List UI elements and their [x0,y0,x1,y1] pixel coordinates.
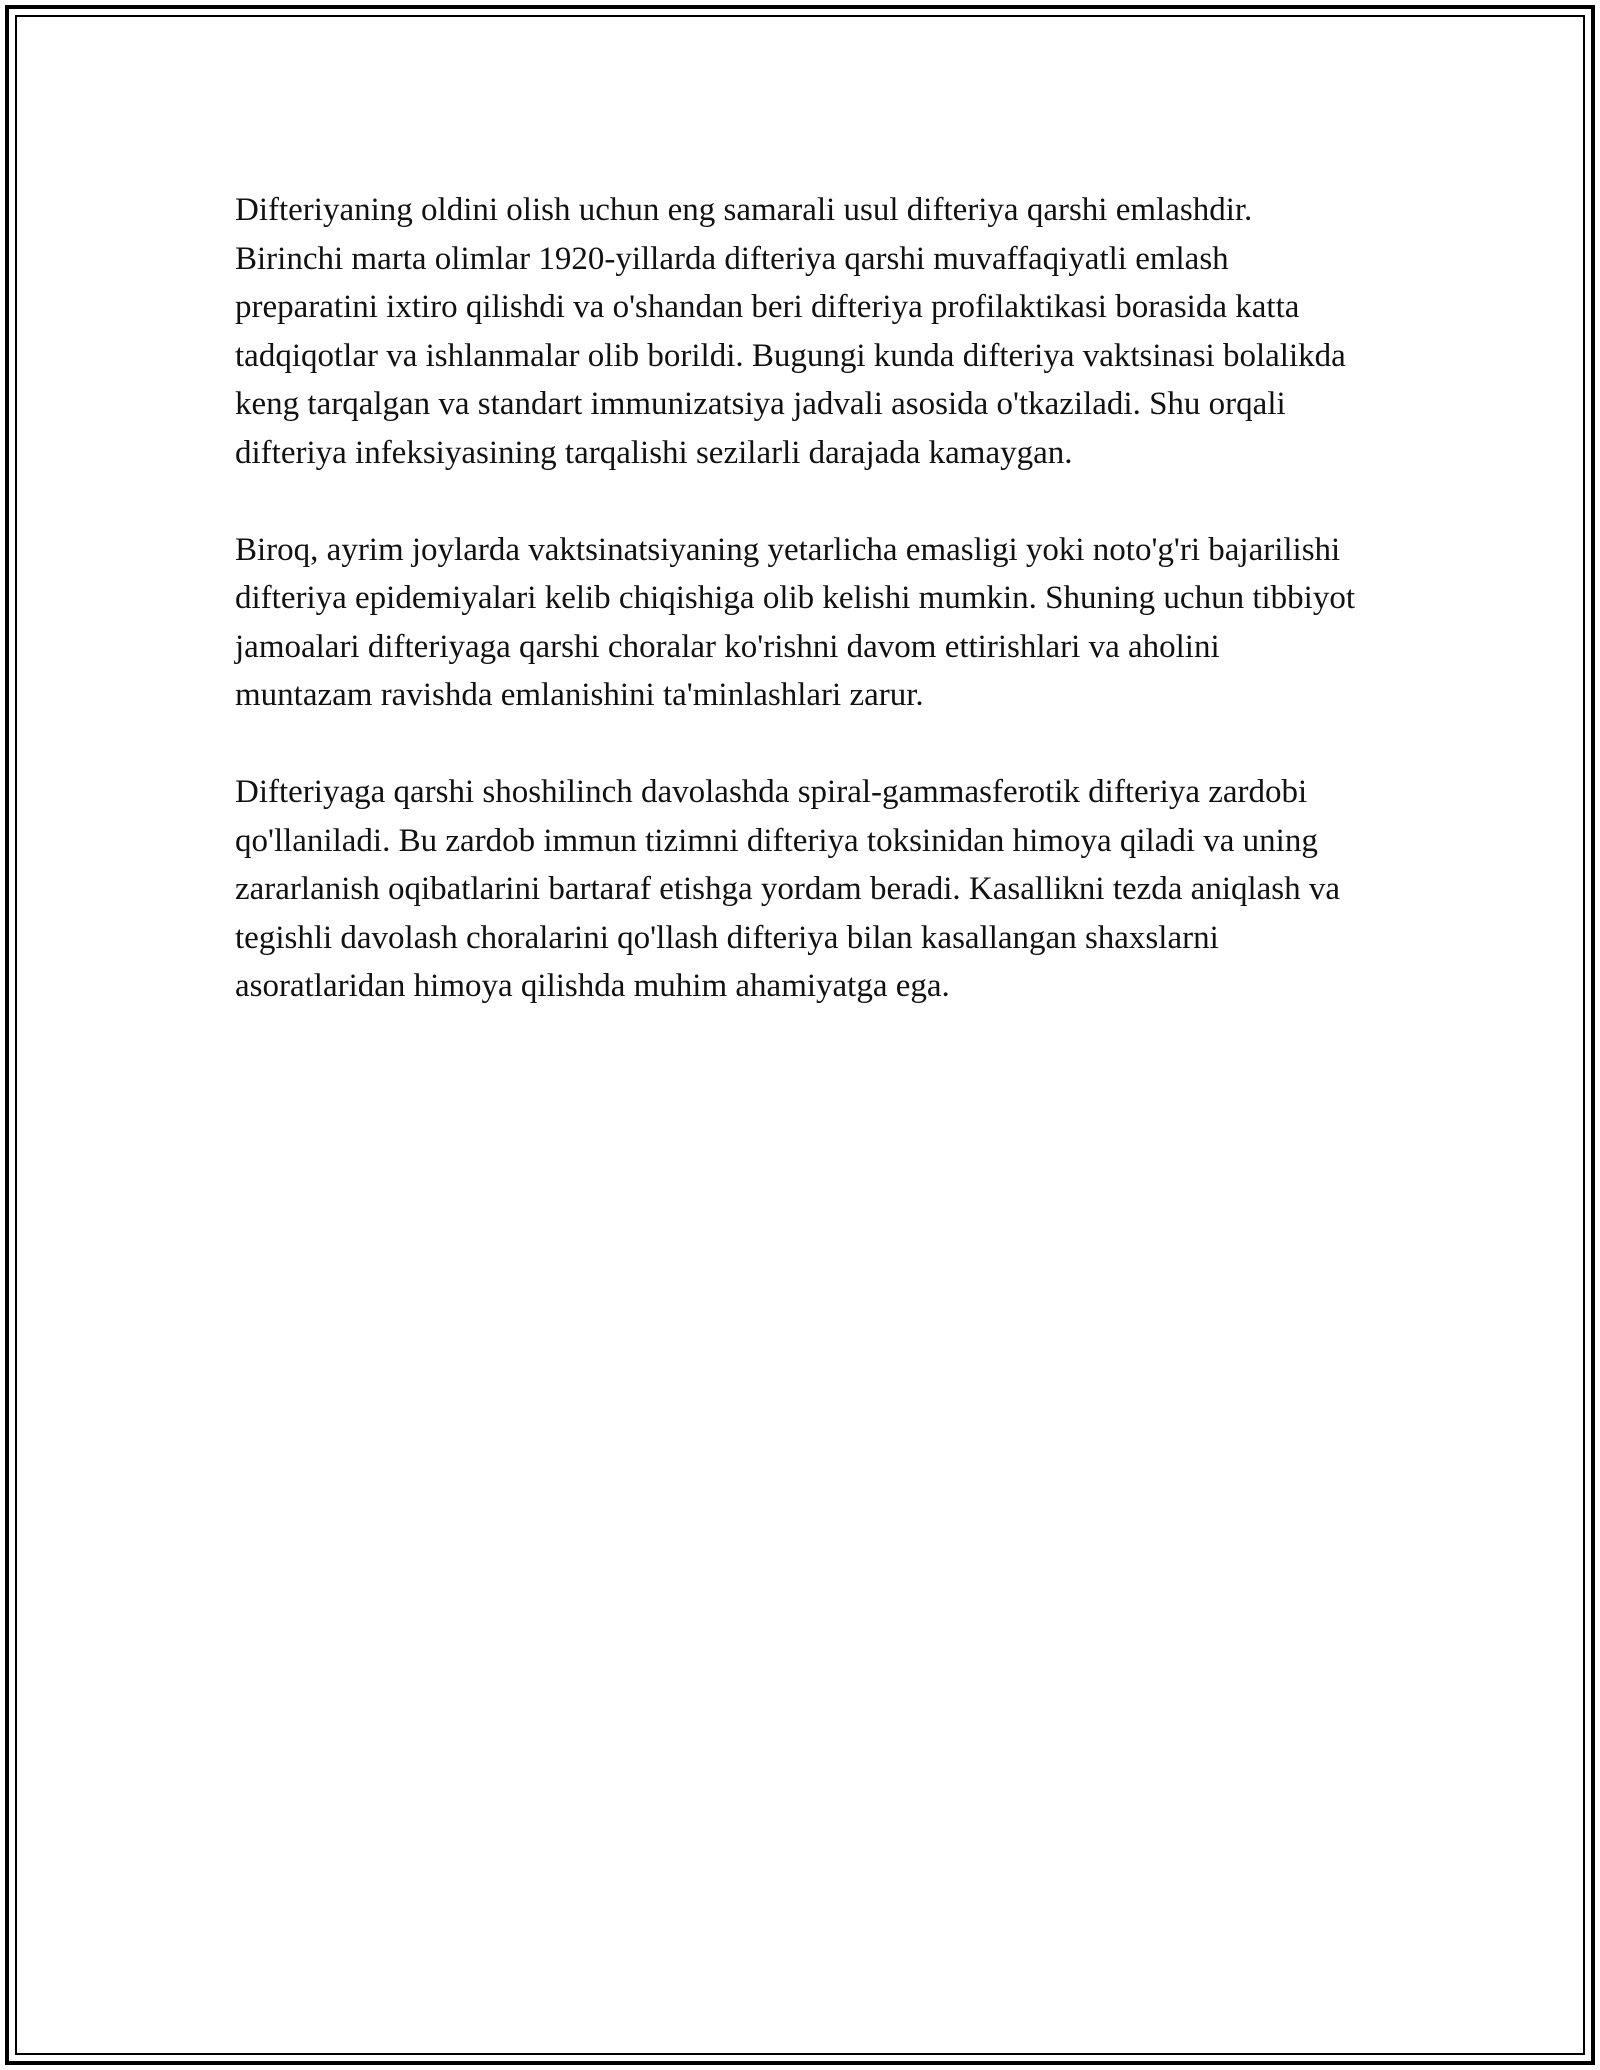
paragraph-epidemic-risk: Biroq, ayrim joylarda vaktsinatsiyaning yetarlicha emasligi yoki noto'g'ri bajarilishi difteriya epidemiyalari kelib chiqishiga olib kelishi mumkin. Shuning uchun tibbiyot jamoalari difteriyaga qarshi choralar ko'rishni davom ettirishlari va aholini muntazam ravishda emlanishini ta'minlashlari zarur. [235,531,1356,713]
paragraph-vaccination: Difteriyaning oldini olish uchun eng samarali usul difteriya qarshi emlashdir. Birinchi marta olimlar 1920-yillarda difteriya qarshi muvaffaqiyatli emlash preparatini ixtiro qilishdi va o'shandan beri difteriya profilaktikasi borasida katta tadqiqotlar va ishlanmalar olib borildi. Bugungi kunda difteriya vaktsinasi bolalikda keng tarqalgan va standart immunizatsiya jadvali asosida o'tkaziladi. Shu orqali difteriya infeksiyasining tarqalishi sezilarli darajada kamaygan. [235,192,1346,471]
document-body [235,186,1365,1059]
paragraph-treatment: Difteriyaga qarshi shoshilinch davolashda spiral-gammasferotik difteriya zardobi qo'llaniladi. Bu zardob immun tizimni difteriya toksinidan himoya qiladi va uning zararlanish oqibatlarini bartaraf etishga yordam beradi. Kasallikni tezda aniqlash va tegishli davolash choralarini qo'llash difteriya bilan kasallangan shaxslarni asoratlaridan himoya qilishda muhim ahamiyatga ega. [235,774,1341,1004]
